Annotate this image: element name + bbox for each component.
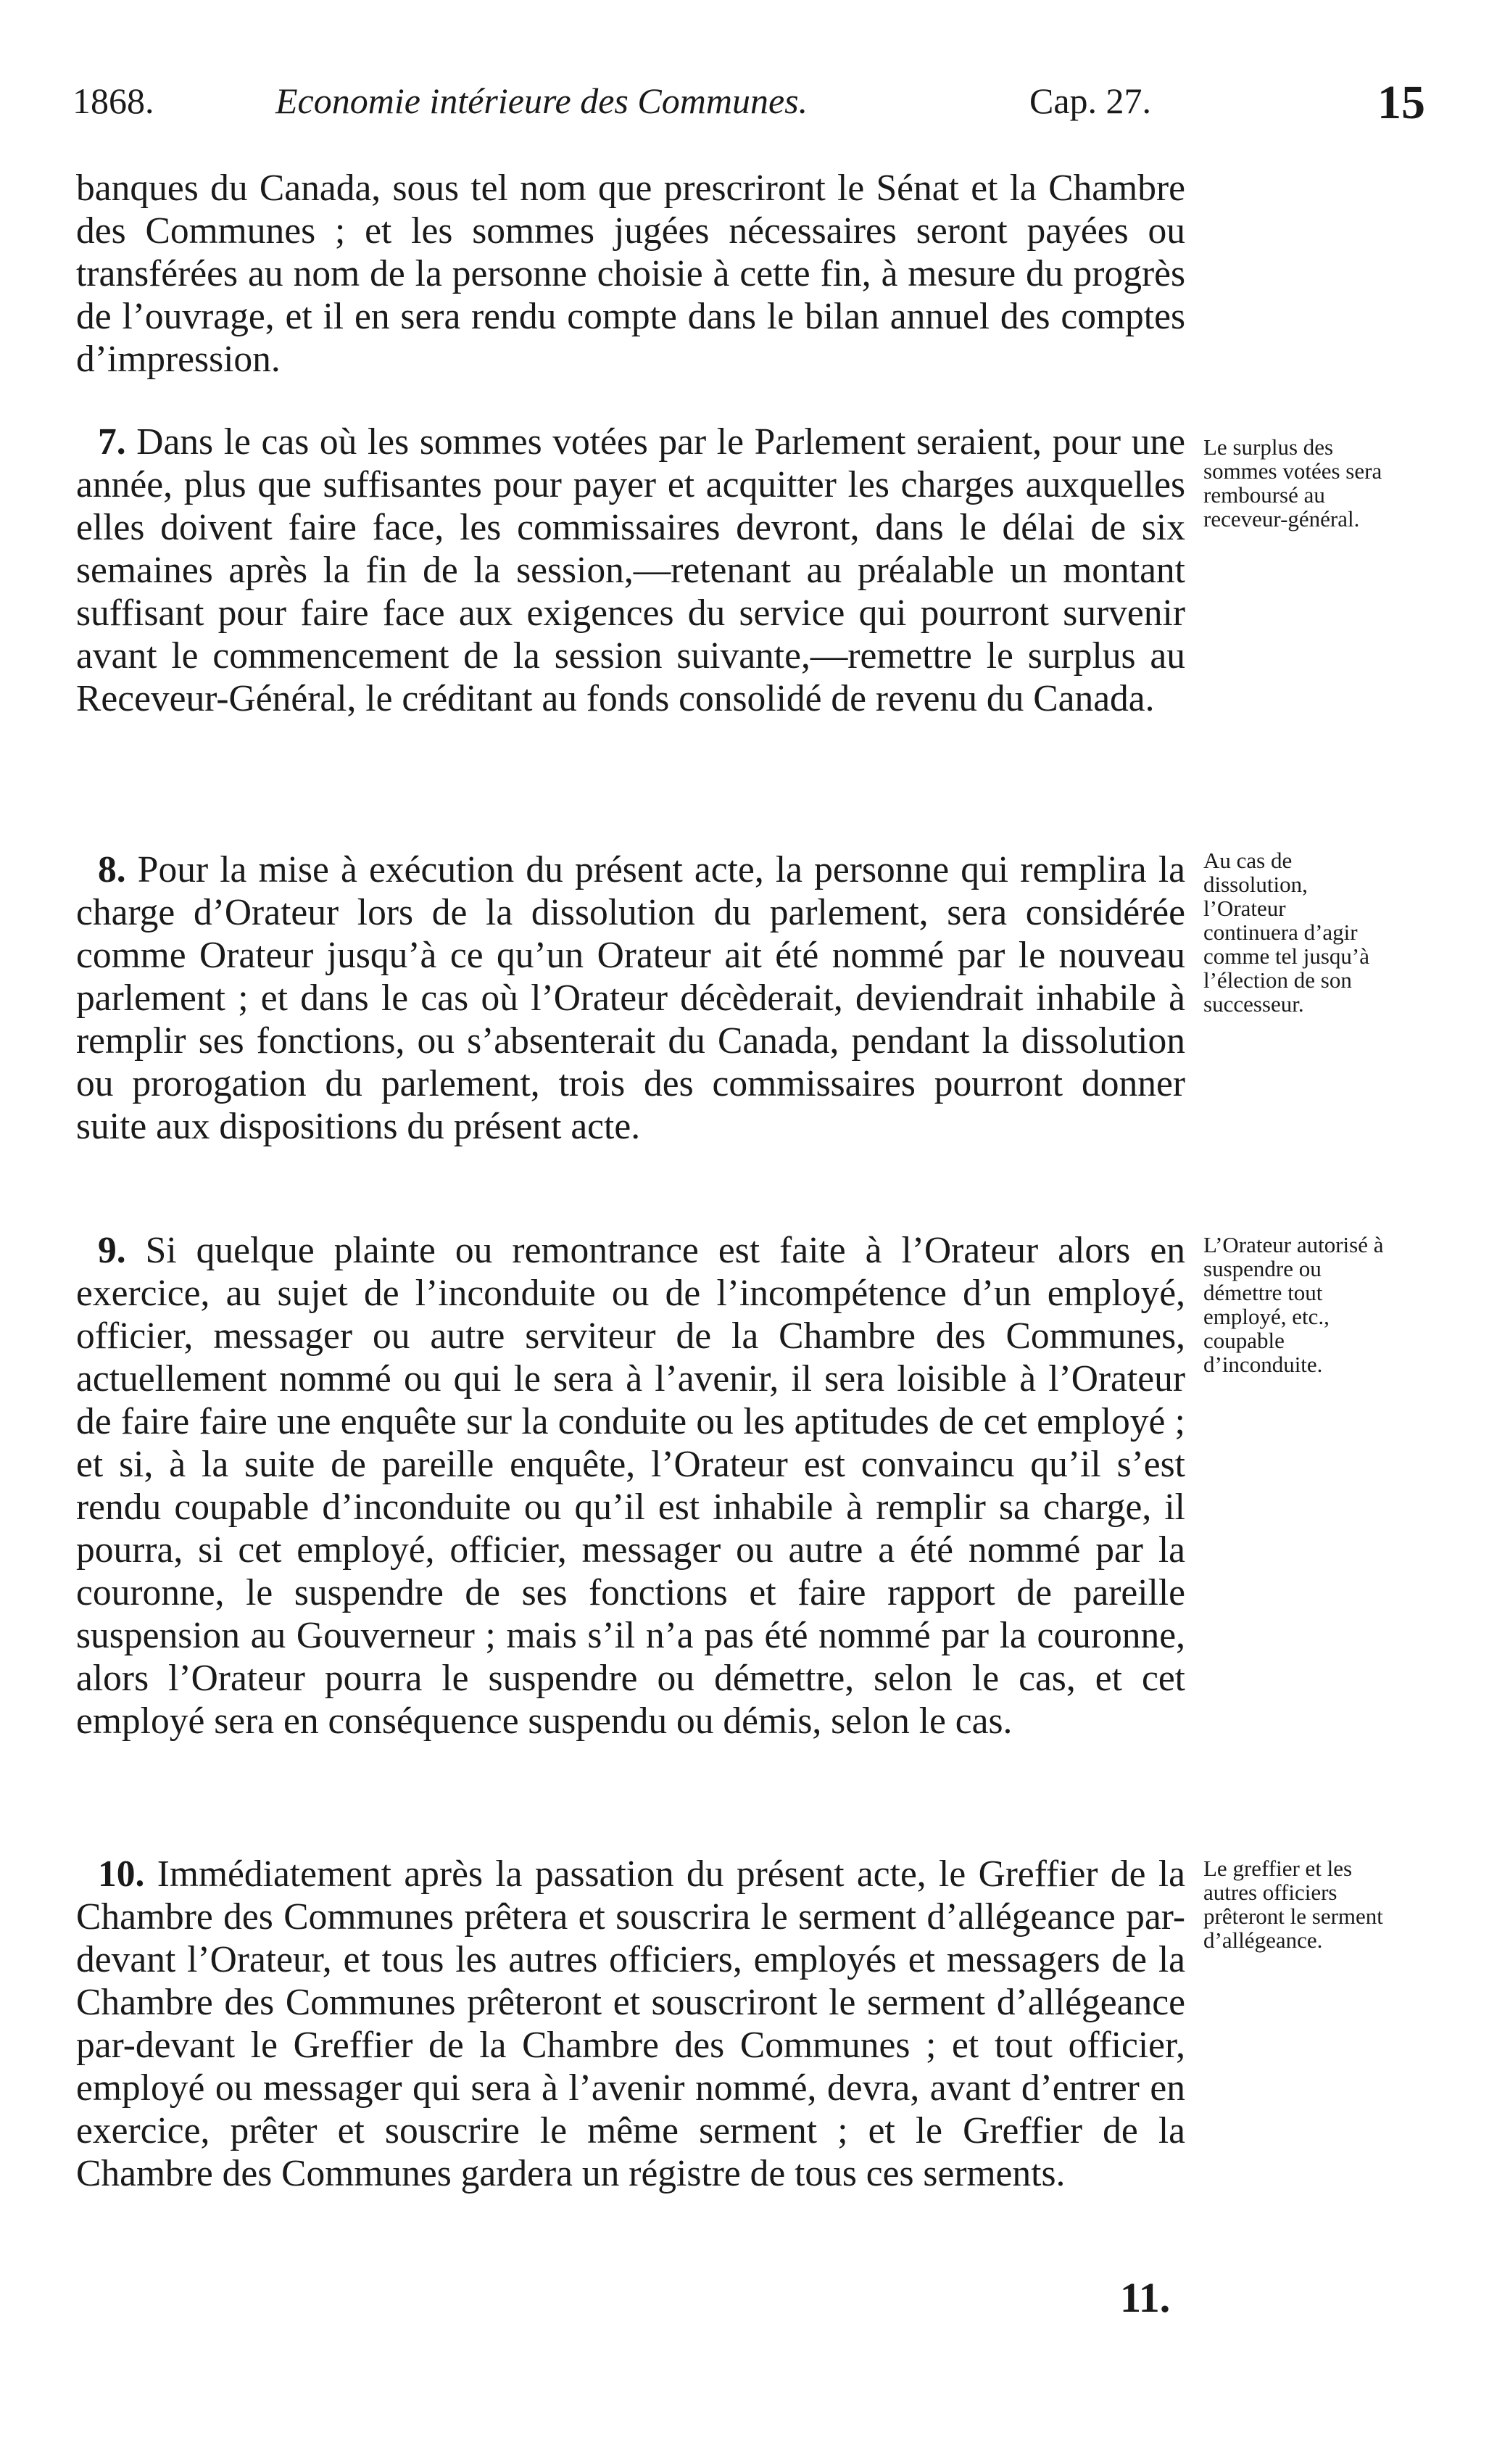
page-number: 15 bbox=[1377, 76, 1425, 129]
section-text: Pour la mise à exécution du présent acte, la personne qui remplira la charge d’Orateur lors de la dissolution du parlement, sera considérée comme Orateur jusqu’à ce qu’un Orateur ait été nommé par le nouveau parlement ; et dans le cas où l’Orateur décèderait, deviendrait inhabile à remplir ses fonctions, ou s’absenterait du Canada, pendant la dissolution ou prorogation du parlement, trois des commissaires pourront donner suite aux dispositions du présent acte. bbox=[76, 849, 1185, 1147]
margin-note-section-7: Le surplus des sommes votées sera remboursé au receveur-général. bbox=[1203, 434, 1382, 532]
section-number: 9. bbox=[98, 1230, 126, 1271]
section-text: Si quelque plainte ou remontrance est faite à l’Orateur alors en exercice, au sujet de l’inconduite ou de l’incompétence d’un employé, officier, messager ou autre serviteur de la Chambre des Communes, actuellement nommé ou qui le sera à l’avenir, il sera loisible à l’Orateur de faire faire une enquête sur la conduite ou les aptitudes de cet employé ; et si, à la suite de pareille enquête, l’Orateur est convaincu qu’il s’est rendu coupable d’inconduite ou qu’il est inhabile à remplir sa charge, il pourra, si cet employé, officier, messager ou autre a été nommé par la couronne, le suspendre de ses fonctions et faire rapport de pareille suspension au Gouverneur ; mais s’il n’a pas été nommé par la couronne, alors l’Orateur pourra le suspendre ou démettre, selon le cas, et cet employé sera en conséquence suspendu ou démis, selon le cas. bbox=[76, 1230, 1185, 1742]
margin-note-section-10: Le greffier et les autres officiers prêteront le serment d’allégeance. bbox=[1203, 1856, 1383, 1953]
paragraph-text: banques du Canada, sous tel nom que prescriront le Sénat et la Chambre des Communes ; et les sommes jugées nécessaires seront payées ou transférées au nom de la personne choisie à cette fin, à mesure du progrès de l’ouvrage, et il en sera rendu compte dans le bilan annuel des comptes d’impression. bbox=[76, 168, 1185, 380]
catchword: 11. bbox=[1120, 2274, 1171, 2321]
section-number: 8. bbox=[98, 849, 126, 890]
paragraph-continued bbox=[76, 167, 1185, 381]
section-10 bbox=[76, 1853, 1185, 2195]
margin-note-section-8: Au cas de dissolution, l’Orateur continuera d’agir comme tel jusqu’à l’élection de son successeur. bbox=[1203, 848, 1369, 1017]
section-text: Immédiatement après la passation du présent acte, le Greffier de la Chambre des Communes prêtera et souscrira le serment d’allégeance par-devant l’Orateur, et tous les autres officiers, employés et messagers de la Chambre des Communes prêteront et souscriront le serment d’allégeance par-devant le Greffier de la Chambre des Communes ; et tout officier, employé ou messager qui sera à l’avenir nommé, devra, avant d’entrer en exercice, prêter et souscrire le même serment ; et le Greffier de la Chambre des Communes gardera un régistre de tous ces serments. bbox=[76, 1853, 1186, 2194]
header-title: Economie intérieure des Communes. bbox=[275, 80, 808, 121]
margin-note-section-9: L’Orateur autorisé à suspendre ou démettre tout employé, etc., coupable d’inconduite. bbox=[1203, 1232, 1384, 1377]
section-8 bbox=[76, 848, 1185, 1148]
section-text: Dans le cas où les sommes votées par le Parlement seraient, pour une année, plus que suffisantes pour payer et acquitter les charges auxquelles elles doivent faire face, les commissaires devront, dans le délai de six semaines après la fin de la session,—retenant au préalable un montant suffisant pour faire face aux exigences du service qui pourront survenir avant le commencement de la session suivante,—remettre le surplus au Receveur-Général, le créditant au fonds consolidé de revenu du Canada. bbox=[76, 421, 1185, 719]
section-number: 7. bbox=[98, 421, 126, 463]
header-chapter: Cap. 27. bbox=[1029, 80, 1152, 121]
header-year: 1868. bbox=[72, 80, 154, 121]
section-9 bbox=[76, 1229, 1185, 1742]
section-7 bbox=[76, 421, 1185, 720]
section-number: 10. bbox=[98, 1853, 145, 1895]
running-header bbox=[72, 76, 1450, 145]
